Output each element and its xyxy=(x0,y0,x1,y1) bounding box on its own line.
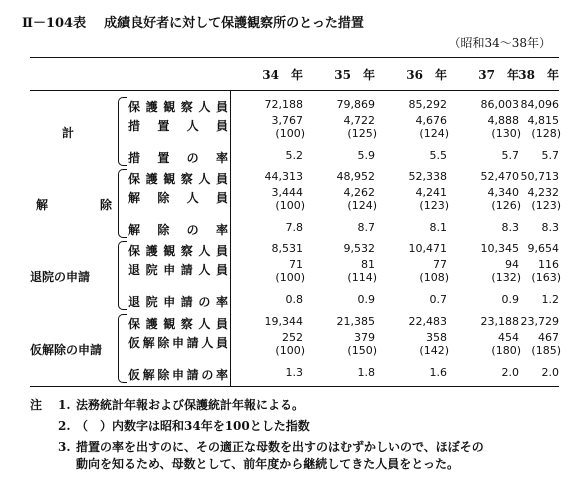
row-label: 保護観察人員 xyxy=(128,100,228,114)
value-cell: 0.9 xyxy=(357,293,375,306)
index-cell: (130) xyxy=(491,127,521,140)
value-cell: 4,262 xyxy=(343,186,375,199)
value-cell: 5.7 xyxy=(501,149,519,162)
group-label-char: 解 xyxy=(36,197,49,212)
index-cell: (185) xyxy=(531,344,561,357)
value-cell: 4,722 xyxy=(343,114,375,127)
index-cell: (128) xyxy=(531,127,561,140)
row-label: 解除の率 xyxy=(128,223,228,237)
value-cell: 467 xyxy=(538,331,559,344)
bottom-rule xyxy=(30,386,559,387)
group-label: 退院の申請 xyxy=(30,269,91,284)
index-cell: (124) xyxy=(419,127,449,140)
value-cell: 358 xyxy=(426,331,447,344)
note-item xyxy=(58,417,310,434)
value-cell: 454 xyxy=(498,331,519,344)
header-rule xyxy=(30,90,559,91)
value-cell: 5.2 xyxy=(285,149,303,162)
notes-head: 注 xyxy=(30,398,43,412)
value-cell: 3,767 xyxy=(271,114,303,127)
row-label: 解除人員 xyxy=(128,191,228,205)
index-cell: (123) xyxy=(419,199,449,212)
value-cell: 379 xyxy=(354,331,375,344)
index-cell: (163) xyxy=(531,271,561,284)
value-cell: 4,676 xyxy=(415,114,447,127)
value-cell: 52,470 xyxy=(480,170,519,183)
row-label: 保護観察人員 xyxy=(128,317,228,331)
value-cell: 1.3 xyxy=(285,366,303,379)
row-label: 退院申請人員 xyxy=(128,263,228,277)
value-cell: 2.0 xyxy=(541,366,559,379)
value-cell: 116 xyxy=(538,258,559,271)
value-cell: 8.7 xyxy=(357,221,375,234)
year-header: 35 年 xyxy=(334,68,375,82)
value-cell: 4,340 xyxy=(487,186,519,199)
value-cell: 8.3 xyxy=(541,221,559,234)
index-cell: (100) xyxy=(275,127,305,140)
value-cell: 4,888 xyxy=(487,114,519,127)
note-text: 措置の率を出すのに、その適正な母数を出すのはむずかしいので、ほぼその xyxy=(76,440,484,454)
table-number: Ⅱ－104表 xyxy=(22,16,87,31)
year-header: 36 年 xyxy=(406,68,447,82)
value-cell: 94 xyxy=(505,258,519,271)
note-number: 2. xyxy=(58,419,71,433)
group-label xyxy=(30,196,122,213)
row-label: 保護観察人員 xyxy=(128,244,228,258)
value-cell: 23,729 xyxy=(520,315,559,328)
note-text: （ ）内数字は昭和34年を100とした指数 xyxy=(76,419,310,433)
index-cell: (100) xyxy=(275,344,305,357)
value-cell: 86,003 xyxy=(480,98,519,111)
value-cell: 79,869 xyxy=(336,98,375,111)
row-label: 仮解除申請の率 xyxy=(128,368,228,382)
value-cell: 5.5 xyxy=(429,149,447,162)
value-cell: 1.2 xyxy=(541,293,559,306)
index-cell: (126) xyxy=(491,199,521,212)
value-cell: 4,241 xyxy=(415,186,447,199)
value-cell: 85,292 xyxy=(408,98,447,111)
value-cell: 81 xyxy=(361,258,375,271)
note-number: 3. xyxy=(58,440,71,454)
group-brace xyxy=(118,97,127,166)
value-cell: 9,654 xyxy=(527,242,559,255)
year-header: 34 年 xyxy=(262,68,303,82)
value-cell: 5.7 xyxy=(541,149,559,162)
value-cell: 0.9 xyxy=(501,293,519,306)
row-label: 仮解除申請人員 xyxy=(128,336,228,350)
value-cell: 72,188 xyxy=(264,98,303,111)
note-item xyxy=(58,396,304,413)
index-cell: (108) xyxy=(419,271,449,284)
value-cell: 23,188 xyxy=(480,315,519,328)
row-label: 措置人員 xyxy=(128,119,228,133)
value-cell: 8.1 xyxy=(429,221,447,234)
group-label-char: 除 xyxy=(99,197,112,212)
value-cell: 52,338 xyxy=(408,170,447,183)
value-cell: 0.7 xyxy=(429,293,447,306)
value-cell: 2.0 xyxy=(501,366,519,379)
value-cell: 8,531 xyxy=(271,242,303,255)
value-cell: 77 xyxy=(433,258,447,271)
value-cell: 9,532 xyxy=(343,242,375,255)
value-cell: 50,713 xyxy=(520,170,559,183)
value-cell: 1.8 xyxy=(357,366,375,379)
value-cell: 84,096 xyxy=(520,98,559,111)
top-rule xyxy=(30,57,559,58)
note-text: 法務統計年報および保護統計年報による。 xyxy=(76,398,305,412)
value-cell: 4,232 xyxy=(527,186,559,199)
index-cell: (132) xyxy=(491,271,521,284)
index-cell: (124) xyxy=(347,199,377,212)
note-item xyxy=(58,438,484,472)
table-title-text: 成績良好者に対して保護観察所のとった措置 xyxy=(104,16,364,31)
value-cell: 0.8 xyxy=(285,293,303,306)
index-cell: (100) xyxy=(275,199,305,212)
value-cell: 44,313 xyxy=(264,170,303,183)
period-note: （昭和34～38年） xyxy=(448,36,551,50)
group-brace xyxy=(118,241,127,310)
year-header: 37 年 xyxy=(478,68,519,82)
group-label: 仮解除の申請 xyxy=(30,342,103,357)
value-cell: 1.6 xyxy=(429,366,447,379)
value-cell: 8.3 xyxy=(501,221,519,234)
note-text-continued: 動向を知るため、母数として、前年度から継続してきた人員をとった。 xyxy=(76,457,460,471)
value-cell: 71 xyxy=(289,258,303,271)
value-cell: 10,471 xyxy=(408,242,447,255)
value-cell: 5.9 xyxy=(357,149,375,162)
table-title xyxy=(22,12,364,31)
value-cell: 48,952 xyxy=(336,170,375,183)
group-brace xyxy=(118,169,127,238)
value-cell: 3,444 xyxy=(271,186,303,199)
value-cell: 4,815 xyxy=(527,114,559,127)
value-cell: 7.8 xyxy=(285,221,303,234)
index-cell: (123) xyxy=(531,199,561,212)
year-header: 38 年 xyxy=(518,68,559,82)
index-cell: (150) xyxy=(347,344,377,357)
value-cell: 252 xyxy=(282,331,303,344)
index-cell: (180) xyxy=(491,344,521,357)
row-label: 措置の率 xyxy=(128,151,228,165)
note-number: 1. xyxy=(58,398,71,412)
row-label: 保護観察人員 xyxy=(128,172,228,186)
value-cell: 21,385 xyxy=(336,315,375,328)
value-cell: 19,344 xyxy=(264,315,303,328)
index-cell: (125) xyxy=(347,127,377,140)
group-label: 計 xyxy=(62,125,75,140)
group-brace xyxy=(118,314,127,383)
index-cell: (114) xyxy=(347,271,377,284)
index-cell: (142) xyxy=(419,344,449,357)
row-label: 退院申請の率 xyxy=(128,295,228,309)
value-cell: 10,345 xyxy=(480,242,519,255)
value-cell: 22,483 xyxy=(408,315,447,328)
index-cell: (100) xyxy=(275,271,305,284)
